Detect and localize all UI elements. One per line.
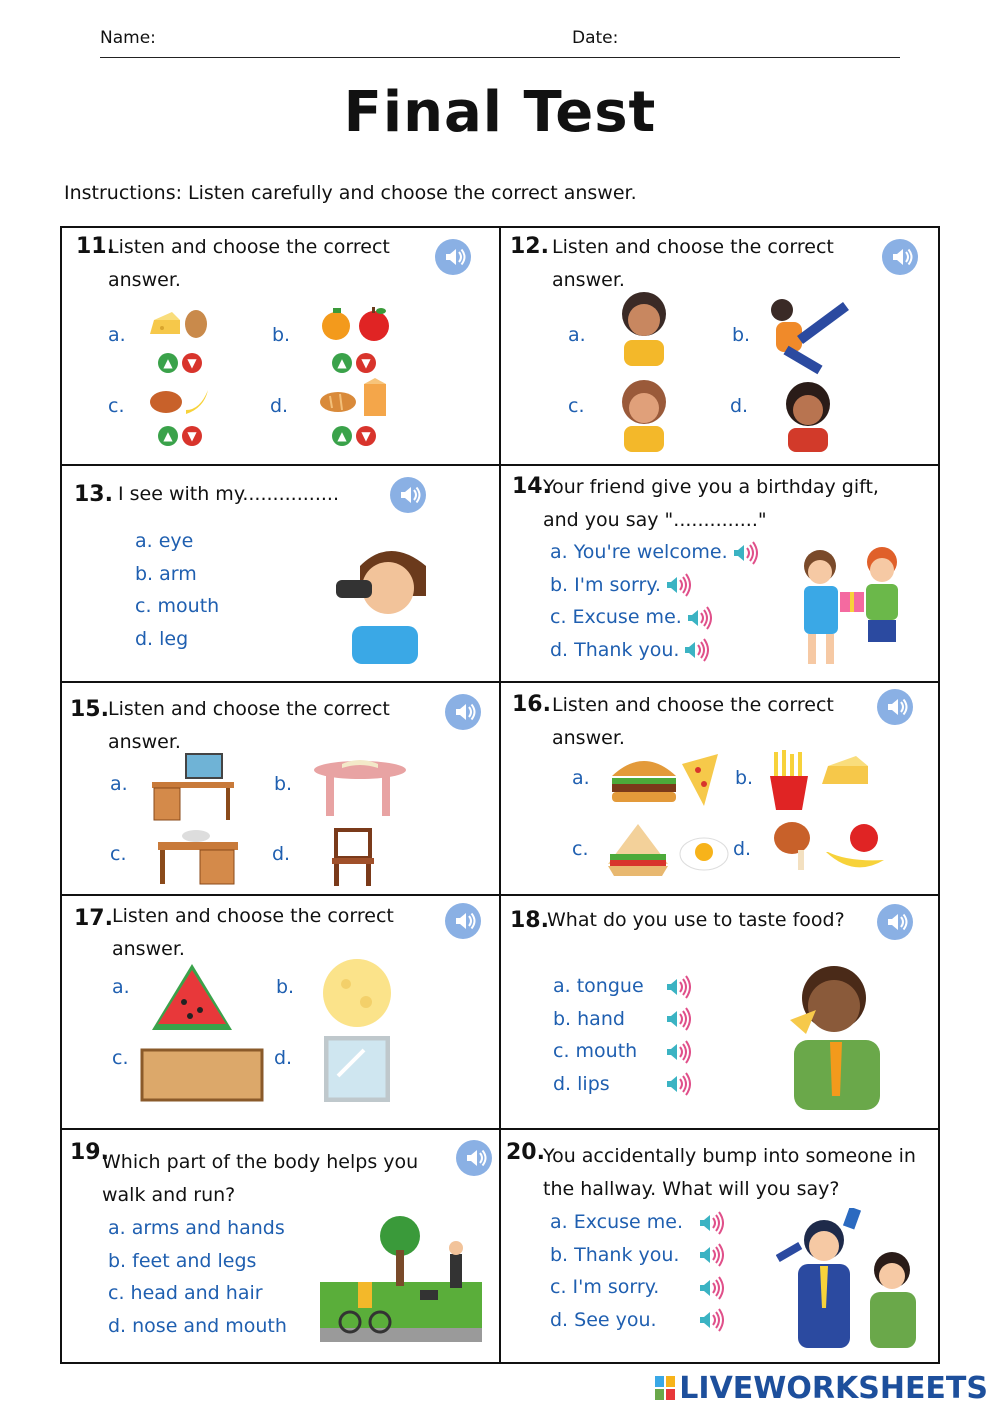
- thumbs-up-icon[interactable]: ▲: [158, 353, 178, 373]
- cheese-egg-icon: [148, 306, 212, 342]
- q17-option-a[interactable]: a.: [112, 976, 130, 998]
- thumbs-down-icon[interactable]: ▼: [182, 353, 202, 373]
- q18-options: [553, 970, 691, 1100]
- girl-covering-ears-icon: [776, 378, 840, 452]
- q12-option-a[interactable]: a.: [568, 324, 586, 346]
- date-label: Date:: [572, 28, 619, 48]
- speaker-icon[interactable]: [665, 975, 691, 999]
- q15-text: Listen and choose the correct answer.: [108, 698, 390, 753]
- q18-row-d: [553, 1068, 691, 1101]
- q17-speaker-icon[interactable]: [445, 903, 481, 939]
- q17-option-b[interactable]: b.: [276, 976, 295, 998]
- q14-row-a: [550, 536, 758, 569]
- speaker-icon[interactable]: [732, 541, 758, 565]
- q13-text: I see with my................: [118, 483, 339, 505]
- q17-option-d[interactable]: d.: [274, 1047, 293, 1069]
- q13-number: 13.: [74, 482, 113, 507]
- desk-icon: [156, 822, 240, 886]
- q19-option-a[interactable]: a. arms and hands: [108, 1217, 285, 1239]
- speaker-icon[interactable]: [665, 1040, 691, 1064]
- speaker-icon[interactable]: [698, 1243, 724, 1267]
- q14-option-a[interactable]: a. You're welcome.: [550, 541, 728, 563]
- q15-option-c[interactable]: c.: [110, 843, 127, 865]
- speaker-icon[interactable]: [683, 638, 709, 662]
- q14-option-d[interactable]: d. Thank you.: [550, 638, 680, 661]
- q20-option-a[interactable]: a. Excuse me.: [550, 1211, 683, 1233]
- q12-option-d[interactable]: d.: [730, 395, 749, 417]
- speaker-icon[interactable]: [686, 606, 712, 630]
- q11-a-reaction: [158, 352, 206, 373]
- row-divider: [60, 464, 940, 466]
- q16-option-a[interactable]: a.: [572, 767, 590, 789]
- chicken-banana-icon: [148, 384, 212, 416]
- park-people-icon: [320, 1214, 482, 1344]
- q12-text: Listen and choose the correct answer.: [552, 236, 834, 291]
- q17-option-c[interactable]: c.: [112, 1047, 129, 1069]
- thumbs-up-icon[interactable]: ▲: [332, 353, 352, 373]
- q17-text: Listen and choose the correct answer.: [112, 905, 394, 960]
- q11-option-b[interactable]: b.: [272, 324, 291, 346]
- q12-speaker-icon[interactable]: [882, 239, 918, 275]
- q16-text: Listen and choose the correct answer.: [552, 694, 834, 749]
- bread-juice-icon: [318, 378, 394, 418]
- q18-row-a: [553, 970, 691, 1003]
- q20-options: [550, 1206, 724, 1336]
- fries-cheese-icon: [768, 750, 872, 812]
- q16-option-b[interactable]: b.: [735, 767, 754, 789]
- q19-option-c[interactable]: c. head and hair: [108, 1282, 263, 1304]
- q14-options: [550, 536, 758, 666]
- speaker-icon[interactable]: [698, 1308, 724, 1332]
- q18-option-b[interactable]: b. hand: [553, 1007, 625, 1030]
- q19-speaker-icon[interactable]: [456, 1140, 492, 1176]
- instructions: Instructions: Listen carefully and choose the correct answer.: [64, 182, 637, 204]
- boy-exercising-icon: [760, 292, 852, 376]
- q20-number: 20.: [506, 1140, 545, 1165]
- q19-option-d[interactable]: d. nose and mouth: [108, 1314, 287, 1337]
- q20-option-c[interactable]: c. I'm sorry.: [550, 1276, 660, 1298]
- q15-option-d[interactable]: d.: [272, 843, 291, 865]
- moon-icon: [320, 956, 394, 1030]
- boy-eating-pizza-icon: [786, 962, 884, 1110]
- people-bumping-icon: [776, 1208, 926, 1348]
- page-title: Final Test: [343, 80, 657, 145]
- speaker-icon[interactable]: [665, 1072, 691, 1096]
- q17-number: 17.: [74, 906, 113, 931]
- q11-d-reaction: [332, 425, 380, 446]
- q18-row-c: [553, 1035, 691, 1068]
- table-book-icon: [312, 756, 408, 818]
- q11-option-d[interactable]: d.: [270, 395, 289, 417]
- thumbs-down-icon[interactable]: ▼: [356, 353, 376, 373]
- q14-option-c[interactable]: c. Excuse me.: [550, 606, 682, 628]
- liveworksheets-logo: [655, 1371, 988, 1406]
- sandwich-egg-icon: [604, 820, 732, 878]
- q11-option-c[interactable]: c.: [108, 395, 125, 417]
- q11-c-reaction: [158, 425, 206, 446]
- wood-board-icon: [140, 1048, 264, 1104]
- q14-option-b[interactable]: b. I'm sorry.: [550, 573, 661, 596]
- window-mirror-icon: [324, 1036, 390, 1102]
- q20-row-d: [550, 1304, 724, 1337]
- q18-speaker-icon[interactable]: [877, 904, 913, 940]
- boy-binoculars-icon: [330, 536, 440, 664]
- speaker-icon[interactable]: [698, 1276, 724, 1300]
- row-divider: [60, 681, 940, 683]
- q11-option-a[interactable]: a.: [108, 324, 126, 346]
- q19-option-b[interactable]: b. feet and legs: [108, 1249, 257, 1272]
- row-divider: [60, 1128, 940, 1130]
- q15-number: 15.: [70, 697, 109, 722]
- kids-gift-icon: [790, 540, 914, 670]
- q14-text: Your friend give you a birthday gift, and you say "..............": [543, 476, 879, 531]
- q19-number: 19.: [70, 1140, 109, 1165]
- q14-number: 14.: [512, 474, 551, 499]
- q12-option-b[interactable]: b.: [732, 324, 751, 346]
- q20-text: You accidentally bump into someone in the hallway. What will you say?: [543, 1145, 916, 1200]
- q13-option-c[interactable]: c. mouth: [135, 595, 220, 617]
- thumbs-down-icon[interactable]: ▼: [356, 426, 376, 446]
- thumbs-down-icon[interactable]: ▼: [182, 426, 202, 446]
- speaker-icon[interactable]: [665, 573, 691, 597]
- q13-options: [135, 525, 219, 655]
- chair-icon: [328, 828, 378, 886]
- q13-option-d[interactable]: d. leg: [135, 627, 189, 650]
- q13-speaker-icon[interactable]: [390, 477, 426, 513]
- q18-option-d[interactable]: d. lips: [553, 1072, 610, 1095]
- liveworksheets-mark-icon: [655, 1376, 675, 1400]
- q14-row-c: [550, 601, 758, 634]
- q18-option-a[interactable]: a. tongue: [553, 975, 644, 997]
- q16-number: 16.: [512, 692, 551, 717]
- q15-option-b[interactable]: b.: [274, 773, 293, 795]
- q18-text: What do you use to taste food?: [547, 909, 845, 931]
- desk-computer-icon: [150, 752, 236, 822]
- thumbs-up-icon[interactable]: ▲: [158, 426, 178, 446]
- q16-speaker-icon[interactable]: [877, 689, 913, 725]
- burger-pizza-icon: [608, 750, 720, 810]
- speaker-icon[interactable]: [665, 1007, 691, 1031]
- q20-option-d[interactable]: d. See you.: [550, 1308, 657, 1331]
- q12-number: 12.: [510, 234, 549, 259]
- q16-option-c[interactable]: c.: [572, 838, 589, 860]
- q12-option-c[interactable]: c.: [568, 395, 585, 417]
- header-rule: [100, 57, 900, 58]
- chicken-banana-apple-icon: [770, 816, 890, 878]
- grid-divider: [499, 226, 501, 1364]
- q14-row-b: [550, 569, 758, 602]
- girl-crying-icon: [612, 376, 676, 452]
- q11-speaker-icon[interactable]: [435, 239, 471, 275]
- q15-speaker-icon[interactable]: [445, 694, 481, 730]
- girl-rubbing-eyes-icon: [612, 286, 676, 366]
- q20-option-b[interactable]: b. Thank you.: [550, 1243, 680, 1266]
- q18-number: 18.: [510, 908, 549, 933]
- q18-option-c[interactable]: c. mouth: [553, 1040, 638, 1062]
- q20-row-c: [550, 1271, 724, 1304]
- orange-apple-icon: [318, 304, 394, 342]
- q19-text: Which part of the body helps you walk and run?: [102, 1151, 419, 1206]
- q11-text: Listen and choose the correct answer.: [108, 236, 390, 291]
- q20-row-a: [550, 1206, 724, 1239]
- q15-option-a[interactable]: a.: [110, 773, 128, 795]
- logo-text: LIVEWORKSHEETS: [679, 1371, 988, 1406]
- row-divider: [60, 894, 940, 896]
- q14-row-d: [550, 634, 758, 667]
- q13-option-b[interactable]: b. arm: [135, 562, 197, 585]
- speaker-icon[interactable]: [698, 1211, 724, 1235]
- q18-row-b: [553, 1003, 691, 1036]
- q13-option-a[interactable]: a. eye: [135, 530, 194, 552]
- q16-option-d[interactable]: d.: [733, 838, 752, 860]
- q11-b-reaction: [332, 352, 380, 373]
- q20-row-b: [550, 1239, 724, 1272]
- name-label: Name:: [100, 28, 156, 48]
- q19-options: [108, 1212, 287, 1342]
- watermelon-icon: [150, 962, 234, 1036]
- thumbs-up-icon[interactable]: ▲: [332, 426, 352, 446]
- q11-number: 11.: [76, 234, 115, 259]
